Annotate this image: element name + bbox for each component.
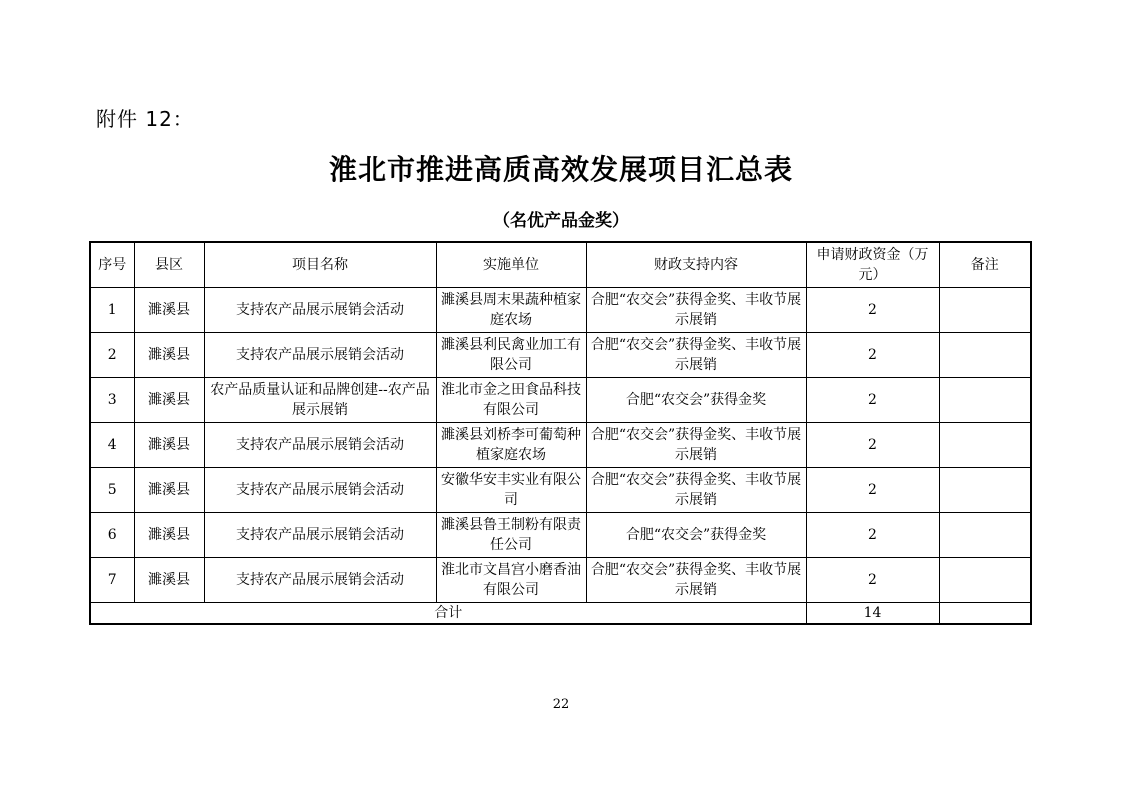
- cell-unit: 濉溪县鲁王制粉有限责任公司: [436, 513, 586, 558]
- cell-remarks: [939, 423, 1031, 468]
- table-row: [90, 423, 1031, 468]
- cell-remarks: [939, 378, 1031, 423]
- cell-content: 合肥“农交会”获得金奖: [586, 378, 806, 423]
- cell-remarks: [939, 513, 1031, 558]
- cell-no: 7: [90, 558, 134, 603]
- cell-project: 支持农产品展示展销会活动: [204, 468, 436, 513]
- cell-remarks: [939, 333, 1031, 378]
- cell-county: 濉溪县: [134, 333, 204, 378]
- cell-no: 6: [90, 513, 134, 558]
- cell-project: 支持农产品展示展销会活动: [204, 333, 436, 378]
- header-project: 项目名称: [204, 242, 436, 288]
- table-total-row: [90, 603, 1031, 625]
- table-row: [90, 558, 1031, 603]
- cell-no: 2: [90, 333, 134, 378]
- cell-content: 合肥“农交会”获得金奖、丰收节展示展销: [586, 333, 806, 378]
- total-funds: 14: [806, 603, 939, 625]
- header-funds: 申请财政资金（万元）: [806, 242, 939, 288]
- page-number: 22: [552, 697, 570, 712]
- cell-county: 濉溪县: [134, 513, 204, 558]
- cell-project: 支持农产品展示展销会活动: [204, 423, 436, 468]
- cell-content: 合肥“农交会”获得金奖: [586, 513, 806, 558]
- cell-no: 5: [90, 468, 134, 513]
- cell-county: 濉溪县: [134, 423, 204, 468]
- table-header-row: [90, 242, 1031, 288]
- cell-remarks: [939, 468, 1031, 513]
- cell-content: 合肥“农交会”获得金奖、丰收节展示展销: [586, 558, 806, 603]
- header-remarks: 备注: [939, 242, 1031, 288]
- header-unit: 实施单位: [436, 242, 586, 288]
- table-row: [90, 468, 1031, 513]
- table-row: [90, 288, 1031, 333]
- total-remarks: [939, 603, 1031, 625]
- header-county: 县区: [134, 242, 204, 288]
- cell-project: 支持农产品展示展销会活动: [204, 513, 436, 558]
- cell-unit: 濉溪县刘桥李可葡萄种植家庭农场: [436, 423, 586, 468]
- cell-remarks: [939, 558, 1031, 603]
- cell-funds: 2: [806, 468, 939, 513]
- table-row: [90, 378, 1031, 423]
- cell-no: 3: [90, 378, 134, 423]
- document-title: 淮北市推进高质高效发展项目汇总表: [328, 153, 793, 186]
- cell-unit: 淮北市金之田食品科技有限公司: [436, 378, 586, 423]
- cell-county: 濉溪县: [134, 558, 204, 603]
- cell-funds: 2: [806, 423, 939, 468]
- cell-funds: 2: [806, 288, 939, 333]
- cell-funds: 2: [806, 558, 939, 603]
- cell-unit: 濉溪县利民禽业加工有限公司: [436, 333, 586, 378]
- cell-unit: 安徽华安丰实业有限公司: [436, 468, 586, 513]
- cell-funds: 2: [806, 513, 939, 558]
- document-subtitle: （名优产品金奖）: [493, 211, 629, 231]
- cell-county: 濉溪县: [134, 288, 204, 333]
- cell-project: 农产品质量认证和品牌创建--农产品展示展销: [204, 378, 436, 423]
- table-row: [90, 333, 1031, 378]
- cell-funds: 2: [806, 333, 939, 378]
- cell-unit: 淮北市文昌宫小磨香油有限公司: [436, 558, 586, 603]
- cell-no: 4: [90, 423, 134, 468]
- cell-no: 1: [90, 288, 134, 333]
- project-summary-table: [89, 241, 1032, 625]
- cell-project: 支持农产品展示展销会活动: [204, 558, 436, 603]
- cell-county: 濉溪县: [134, 468, 204, 513]
- cell-content: 合肥“农交会”获得金奖、丰收节展示展销: [586, 423, 806, 468]
- cell-project: 支持农产品展示展销会活动: [204, 288, 436, 333]
- cell-content: 合肥“农交会”获得金奖、丰收节展示展销: [586, 288, 806, 333]
- header-content: 财政支持内容: [586, 242, 806, 288]
- total-label: 合计: [90, 603, 806, 625]
- cell-remarks: [939, 288, 1031, 333]
- table-row: [90, 513, 1031, 558]
- cell-county: 濉溪县: [134, 378, 204, 423]
- cell-unit: 濉溪县周末果蔬种植家庭农场: [436, 288, 586, 333]
- attachment-label: 附件 12：: [96, 107, 194, 131]
- header-no: 序号: [90, 242, 134, 288]
- cell-funds: 2: [806, 378, 939, 423]
- cell-content: 合肥“农交会”获得金奖、丰收节展示展销: [586, 468, 806, 513]
